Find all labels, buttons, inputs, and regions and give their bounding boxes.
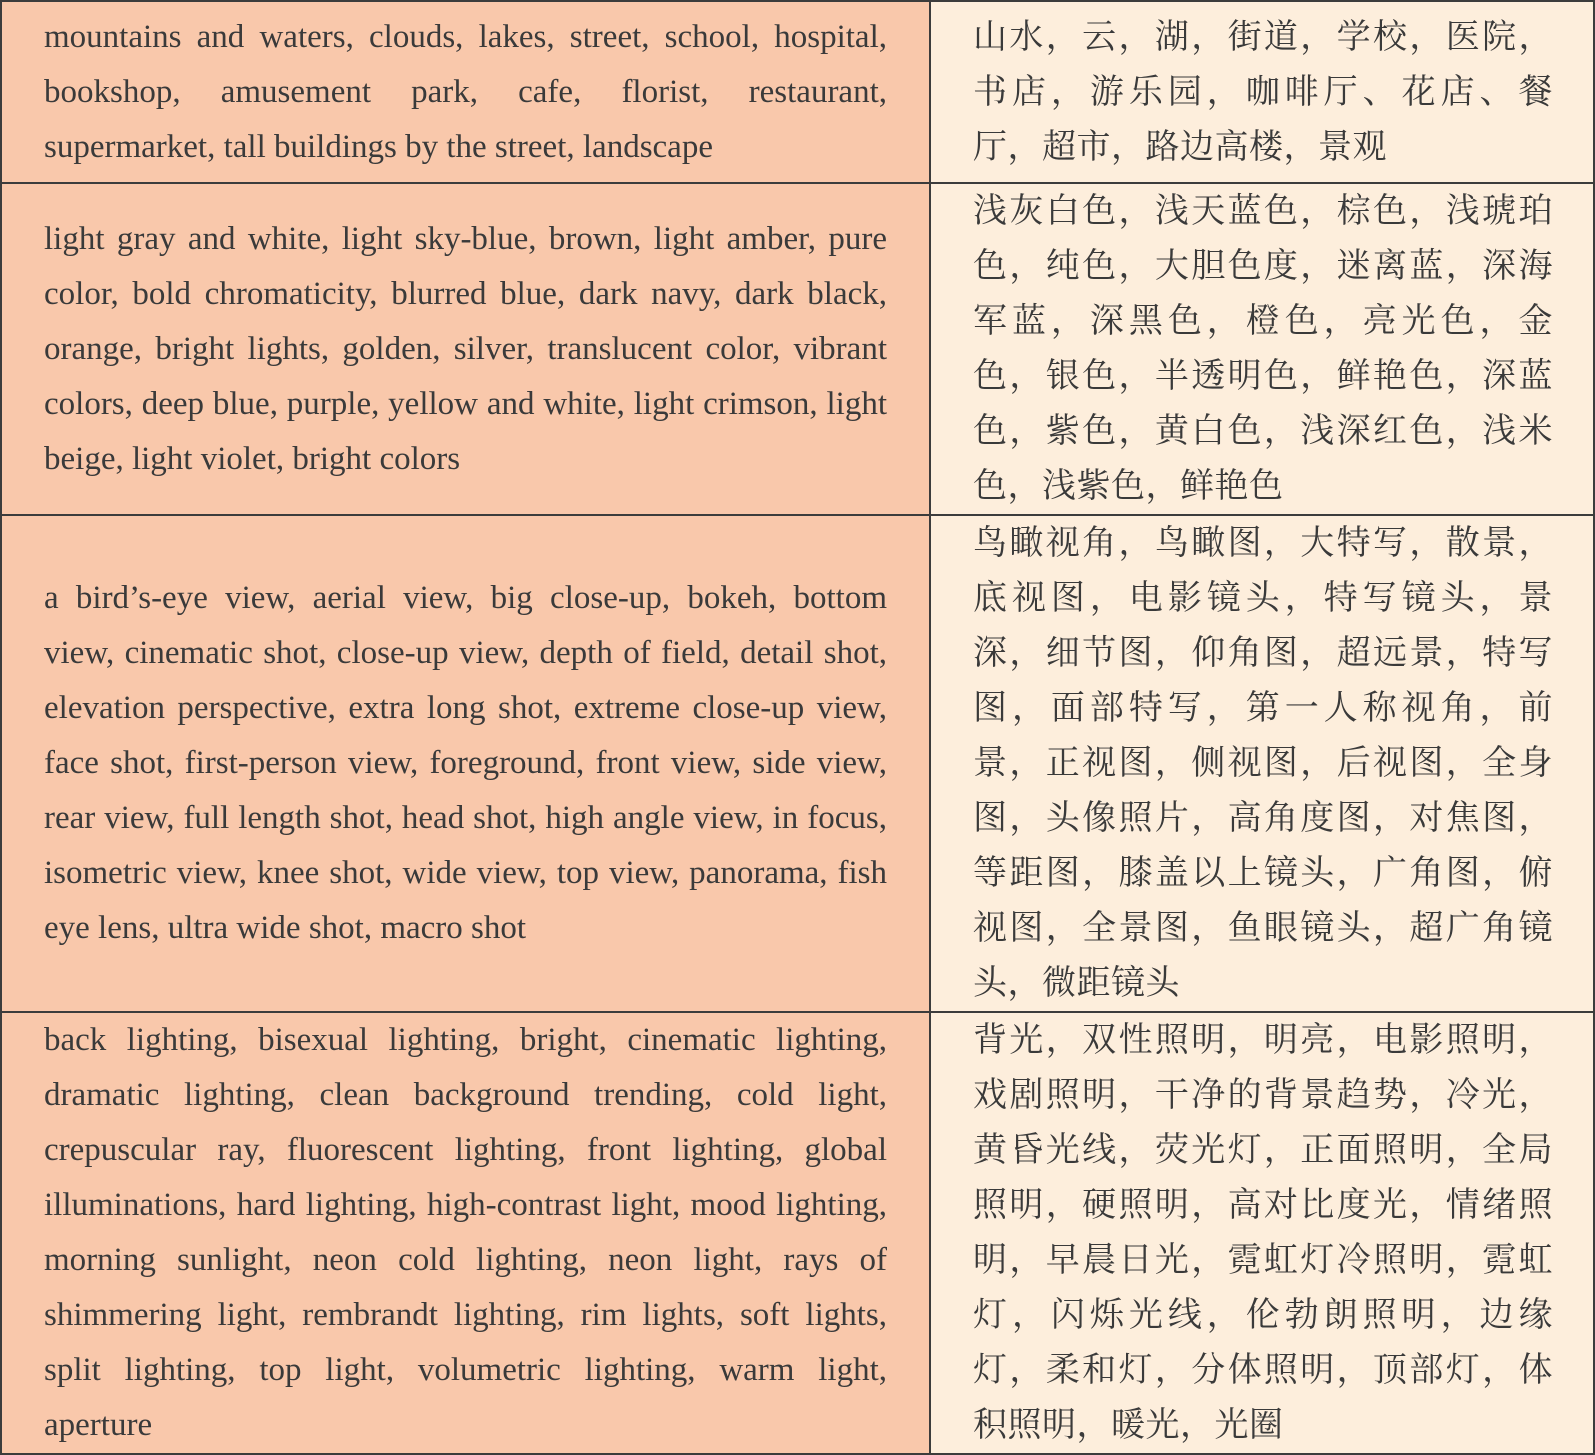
chinese-terms-cell: 背光，双性照明，明亮，电影照明，戏剧照明，干净的背景趋势，冷光，黄昏光线，荧光灯，正面照明，全局照明，硬照明，高对比度光，情绪照明，早晨日光，霓虹灯冷照明，霓虹灯，闪烁光线，伦勃朗照明，边缘灯，柔和灯，分体照明，顶部灯，体积照明，暖光，光圈 bbox=[930, 1012, 1594, 1454]
chinese-terms-cell: 鸟瞰视角，鸟瞰图，大特写，散景，底视图，电影镜头，特写镜头，景深，细节图，仰角图，超远景，特写图，面部特写，第一人称视角，前景，正视图，侧视图，后视图，全身图，头像照片，高角度图，对焦图，等距图，膝盖以上镜头，广角图，俯视图，全景图，鱼眼镜头，超广角镜头，微距镜头 bbox=[930, 515, 1594, 1012]
english-terms-cell: light gray and white, light sky-blue, brown, light amber, pure color, bold chromaticity, blurred blue, dark navy, dark black, orange, bright lights, golden, silver, translucent color, vibrant colors, deep blue, purple, yellow and white, light crimson, light beige, light violet, bright colors bbox=[1, 183, 930, 515]
english-terms-cell: a bird’s-eye view, aerial view, big close-up, bokeh, bottom view, cinematic shot, close-up view, depth of field, detail shot, elevation perspective, extra long shot, extreme close-up view, face shot, first-person view, foreground, front view, side view, rear view, full length shot, head shot, high angle view, in focus, isometric view, knee shot, wide view, top view, panorama, fish eye lens, ultra wide shot, macro shot bbox=[1, 515, 930, 1012]
chinese-terms-cell: 浅灰白色，浅天蓝色，棕色，浅琥珀色，纯色，大胆色度，迷离蓝，深海军蓝，深黑色，橙色，亮光色，金色，银色，半透明色，鲜艳色，深蓝色，紫色，黄白色，浅深红色，浅米色，浅紫色，鲜艳色 bbox=[930, 183, 1594, 515]
table-row-scenes bbox=[1, 1, 1594, 183]
table-row-camera-views bbox=[1, 515, 1594, 1012]
chinese-terms-cell: 山水，云，湖，街道，学校，医院，书店，游乐园，咖啡厅、花店、餐厅，超市，路边高楼，景观 bbox=[930, 1, 1594, 183]
english-terms-cell: back lighting, bisexual lighting, bright, cinematic lighting, dramatic lighting, clean background trending, cold light, crepuscular ray, fluorescent lighting, front lighting, global illuminations, hard lighting, high-contrast light, mood lighting, morning sunlight, neon cold lighting, neon light, rays of shimmering light, rembrandt lighting, rim lights, soft lights, split lighting, top light, volumetric lighting, warm light, aperture bbox=[1, 1012, 930, 1454]
table-row-lighting bbox=[1, 1012, 1594, 1454]
table-row-colors bbox=[1, 183, 1594, 515]
english-terms-cell: mountains and waters, clouds, lakes, street, school, hospital, bookshop, amusement park, cafe, florist, restaurant, supermarket, tall buildings by the street, landscape bbox=[1, 1, 930, 183]
